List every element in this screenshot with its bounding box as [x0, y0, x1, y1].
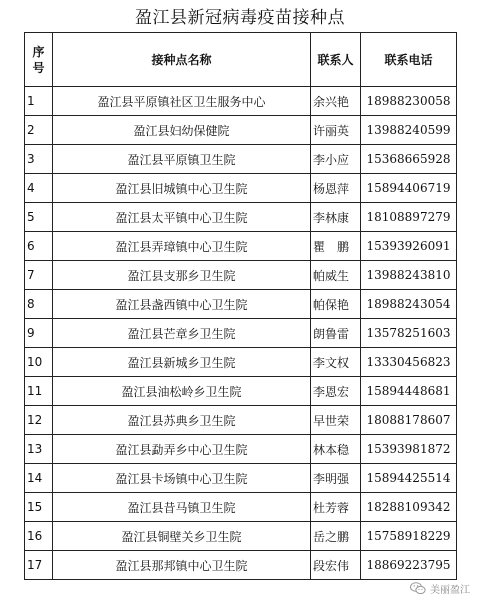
row-contact: 李恩宏 — [311, 377, 361, 406]
row-site: 盈江县卡场镇中心卫生院 — [53, 464, 311, 493]
row-num: 1 — [25, 87, 53, 116]
row-contact: 李小应 — [311, 145, 361, 174]
row-phone: 13988243810 — [361, 261, 457, 290]
row-phone: 15894425514 — [361, 464, 457, 493]
row-site: 盈江县昔马镇卫生院 — [53, 493, 311, 522]
row-contact: 杜芳蓉 — [311, 493, 361, 522]
row-phone: 15368665928 — [361, 145, 457, 174]
row-contact: 瞿 鹏 — [311, 232, 361, 261]
row-contact: 李林康 — [311, 203, 361, 232]
row-num: 2 — [25, 116, 53, 145]
table-row — [25, 377, 457, 406]
row-site: 盈江县勐弄乡中心卫生院 — [53, 435, 311, 464]
row-contact: 早世荣 — [311, 406, 361, 435]
row-site: 盈江县铜壁关乡卫生院 — [53, 522, 311, 551]
row-site: 盈江县盏西镇中心卫生院 — [53, 290, 311, 319]
table-row — [25, 203, 457, 232]
row-num: 3 — [25, 145, 53, 174]
row-phone: 13988240599 — [361, 116, 457, 145]
table-row — [25, 261, 457, 290]
row-contact: 帕保艳 — [311, 290, 361, 319]
header-site: 接种点名称 — [53, 33, 311, 87]
table-row — [25, 319, 457, 348]
table-row — [25, 435, 457, 464]
row-num: 17 — [25, 551, 53, 580]
table-row — [25, 174, 457, 203]
row-site: 盈江县弄璋镇中心卫生院 — [53, 232, 311, 261]
table-row — [25, 290, 457, 319]
vaccination-sites-table — [24, 32, 457, 580]
row-num: 8 — [25, 290, 53, 319]
row-contact: 朗鲁雷 — [311, 319, 361, 348]
row-phone: 13330456823 — [361, 348, 457, 377]
row-phone: 18988243054 — [361, 290, 457, 319]
table-row — [25, 87, 457, 116]
header-phone: 联系电话 — [361, 33, 457, 87]
table-row — [25, 464, 457, 493]
row-site: 盈江县妇幼保健院 — [53, 116, 311, 145]
row-num: 13 — [25, 435, 53, 464]
table-row — [25, 493, 457, 522]
row-site: 盈江县苏典乡卫生院 — [53, 406, 311, 435]
row-site: 盈江县太平镇中心卫生院 — [53, 203, 311, 232]
row-contact: 段宏伟 — [311, 551, 361, 580]
row-phone: 18988230058 — [361, 87, 457, 116]
row-phone: 13578251603 — [361, 319, 457, 348]
row-phone: 18088178607 — [361, 406, 457, 435]
table-header-row — [25, 33, 457, 87]
row-phone: 18869223795 — [361, 551, 457, 580]
row-num: 12 — [25, 406, 53, 435]
row-num: 6 — [25, 232, 53, 261]
table-row — [25, 522, 457, 551]
table-row — [25, 551, 457, 580]
table-row — [25, 116, 457, 145]
row-contact: 余兴艳 — [311, 87, 361, 116]
row-site: 盈江县平原镇卫生院 — [53, 145, 311, 174]
row-contact: 杨恩萍 — [311, 174, 361, 203]
row-phone: 18108897279 — [361, 203, 457, 232]
row-num: 15 — [25, 493, 53, 522]
table-row — [25, 406, 457, 435]
row-num: 5 — [25, 203, 53, 232]
row-phone: 15894448681 — [361, 377, 457, 406]
row-contact: 许丽英 — [311, 116, 361, 145]
row-phone: 15393981872 — [361, 435, 457, 464]
row-site: 盈江县新城乡卫生院 — [53, 348, 311, 377]
row-contact: 岳之鹏 — [311, 522, 361, 551]
row-site: 盈江县支那乡卫生院 — [53, 261, 311, 290]
row-site: 盈江县旧城镇中心卫生院 — [53, 174, 311, 203]
table-row — [25, 348, 457, 377]
row-site: 盈江县那邦镇中心卫生院 — [53, 551, 311, 580]
row-num: 7 — [25, 261, 53, 290]
row-phone: 15393926091 — [361, 232, 457, 261]
row-contact: 帕威生 — [311, 261, 361, 290]
table-row — [25, 232, 457, 261]
row-num: 11 — [25, 377, 53, 406]
row-num: 4 — [25, 174, 53, 203]
row-num: 14 — [25, 464, 53, 493]
row-site: 盈江县平原镇社区卫生服务中心 — [53, 87, 311, 116]
watermark-text: 美丽盈江 — [430, 584, 470, 596]
row-contact: 李文权 — [311, 348, 361, 377]
row-site: 盈江县芒章乡卫生院 — [53, 319, 311, 348]
row-phone: 15894406719 — [361, 174, 457, 203]
row-num: 16 — [25, 522, 53, 551]
table-row — [25, 145, 457, 174]
header-contact: 联系人 — [311, 33, 361, 87]
header-num: 序号 — [25, 33, 53, 87]
page-title: 盈江县新冠病毒疫苗接种点 — [135, 8, 345, 28]
row-contact: 李明强 — [311, 464, 361, 493]
row-num: 9 — [25, 319, 53, 348]
row-num: 10 — [25, 348, 53, 377]
wechat-icon — [410, 582, 426, 595]
row-contact: 林本稳 — [311, 435, 361, 464]
row-phone: 18288109342 — [361, 493, 457, 522]
row-site: 盈江县油松岭乡卫生院 — [53, 377, 311, 406]
row-phone: 15758918229 — [361, 522, 457, 551]
source-watermark — [410, 580, 470, 596]
